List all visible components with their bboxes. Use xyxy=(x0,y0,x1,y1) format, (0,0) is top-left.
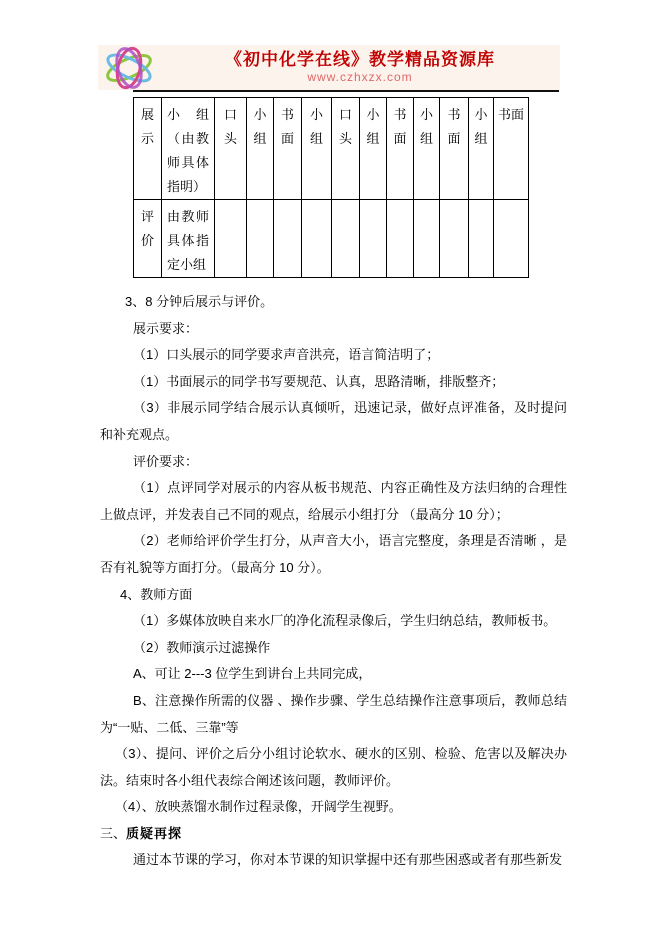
paragraph: 4、教师方面 xyxy=(120,586,193,602)
paragraph: （3）、提问、评价之后分小组讨论软水、硬水的区别、检验、危害以及解决办法。结束时各小组代表综合阐述该问题，教师评价。 xyxy=(100,746,567,788)
paragraph: 展示要求： xyxy=(133,320,199,336)
table-header-cell: 小组 xyxy=(302,98,332,200)
document-body xyxy=(100,289,567,874)
evaluation-table xyxy=(133,97,529,278)
table-cell xyxy=(360,200,387,278)
table-header-cell: 书面 xyxy=(387,98,414,200)
table-header-cell: 小组 xyxy=(414,98,440,200)
table-cell xyxy=(215,200,247,278)
table-cell xyxy=(332,200,360,278)
letterhead-text xyxy=(160,50,560,84)
table-header-cell: 小组（由教师具体指明） xyxy=(162,98,215,200)
table-header-cell: 小组 xyxy=(469,98,494,200)
section-heading xyxy=(100,821,567,848)
table-cell xyxy=(302,200,332,278)
paragraph: 3、8 分钟后展示与评价。 xyxy=(125,294,274,309)
paragraph: B、注意操作所需的仪器 、操作步骤、学生总结操作注意事项后，教师总结为“一贴、二低、三靠”等 xyxy=(100,692,567,735)
site-title: 《初中化学在线》教学精品资源库 xyxy=(225,50,495,70)
table-header-cell: 小组 xyxy=(360,98,387,200)
paragraph: （1）多媒体放映自来水厂的净化流程录像后，学生归纳总结，教师板书。 xyxy=(133,613,557,629)
paragraph: （2）老师给评价学生打分，从声音大小，语言完整度，条理是否清晰 ，是否有礼貌等方面打分。（最高分 10 分）。 xyxy=(100,533,567,575)
paragraph: 通过本节课的学习，你对本节课的知识掌握中还有那些困惑或者有那些新发 xyxy=(133,852,563,868)
letterhead xyxy=(98,45,560,90)
table-header-cell: 书面 xyxy=(494,98,529,200)
table-cell xyxy=(247,200,274,278)
table-header-cell: 展示 xyxy=(134,98,162,200)
atom-logo-icon xyxy=(98,46,160,90)
table-header-cell: 书面 xyxy=(274,98,302,200)
table-cell: 评价 xyxy=(134,200,162,278)
paragraph: （1）点评同学对展示的内容从板书规范、内容正确性及方法归纳的合理性上做点评，并发表自己不同的观点，给展示小组打分 （最高分 10 分）； xyxy=(100,480,567,522)
paragraph: （1）书面展示的同学书写要规范、认真，思路清晰，排版整齐； xyxy=(133,373,505,389)
header-divider xyxy=(133,90,559,92)
paragraph: （2）教师演示过滤操作 xyxy=(133,639,271,655)
paragraph: 评价要求： xyxy=(133,453,199,469)
paragraph: （1）口头展示的同学要求声音洪亮，语言简洁明了； xyxy=(133,347,440,363)
table-row xyxy=(134,200,529,278)
table-header-cell: 书面 xyxy=(440,98,469,200)
section-heading-number: 三、 xyxy=(100,825,127,841)
table-cell xyxy=(440,200,469,278)
table-header-cell: 口头 xyxy=(215,98,247,200)
table-header-cell: 口头 xyxy=(332,98,360,200)
table-cell xyxy=(387,200,414,278)
section-heading-title: 质疑再探 xyxy=(126,825,183,841)
table-header-cell: 小组 xyxy=(247,98,274,200)
table-cell xyxy=(274,200,302,278)
table-cell: 由教师具体指定小组 xyxy=(162,200,215,278)
table-cell xyxy=(414,200,440,278)
evaluation-table-wrap xyxy=(133,97,529,278)
paragraph: （3）非展示同学结合展示认真倾听，迅速记录，做好点评准备，及时提问和补充观点。 xyxy=(100,400,567,442)
table-cell xyxy=(469,200,494,278)
paragraph: A、可让 2---3 位学生到讲台上共同完成， xyxy=(133,666,372,682)
table-cell xyxy=(494,200,529,278)
site-url: www.czhxzx.com xyxy=(307,69,413,84)
paragraph: （4）、放映蒸馏水制作过程录像，开阔学生视野。 xyxy=(115,799,402,815)
table-row xyxy=(134,98,529,200)
